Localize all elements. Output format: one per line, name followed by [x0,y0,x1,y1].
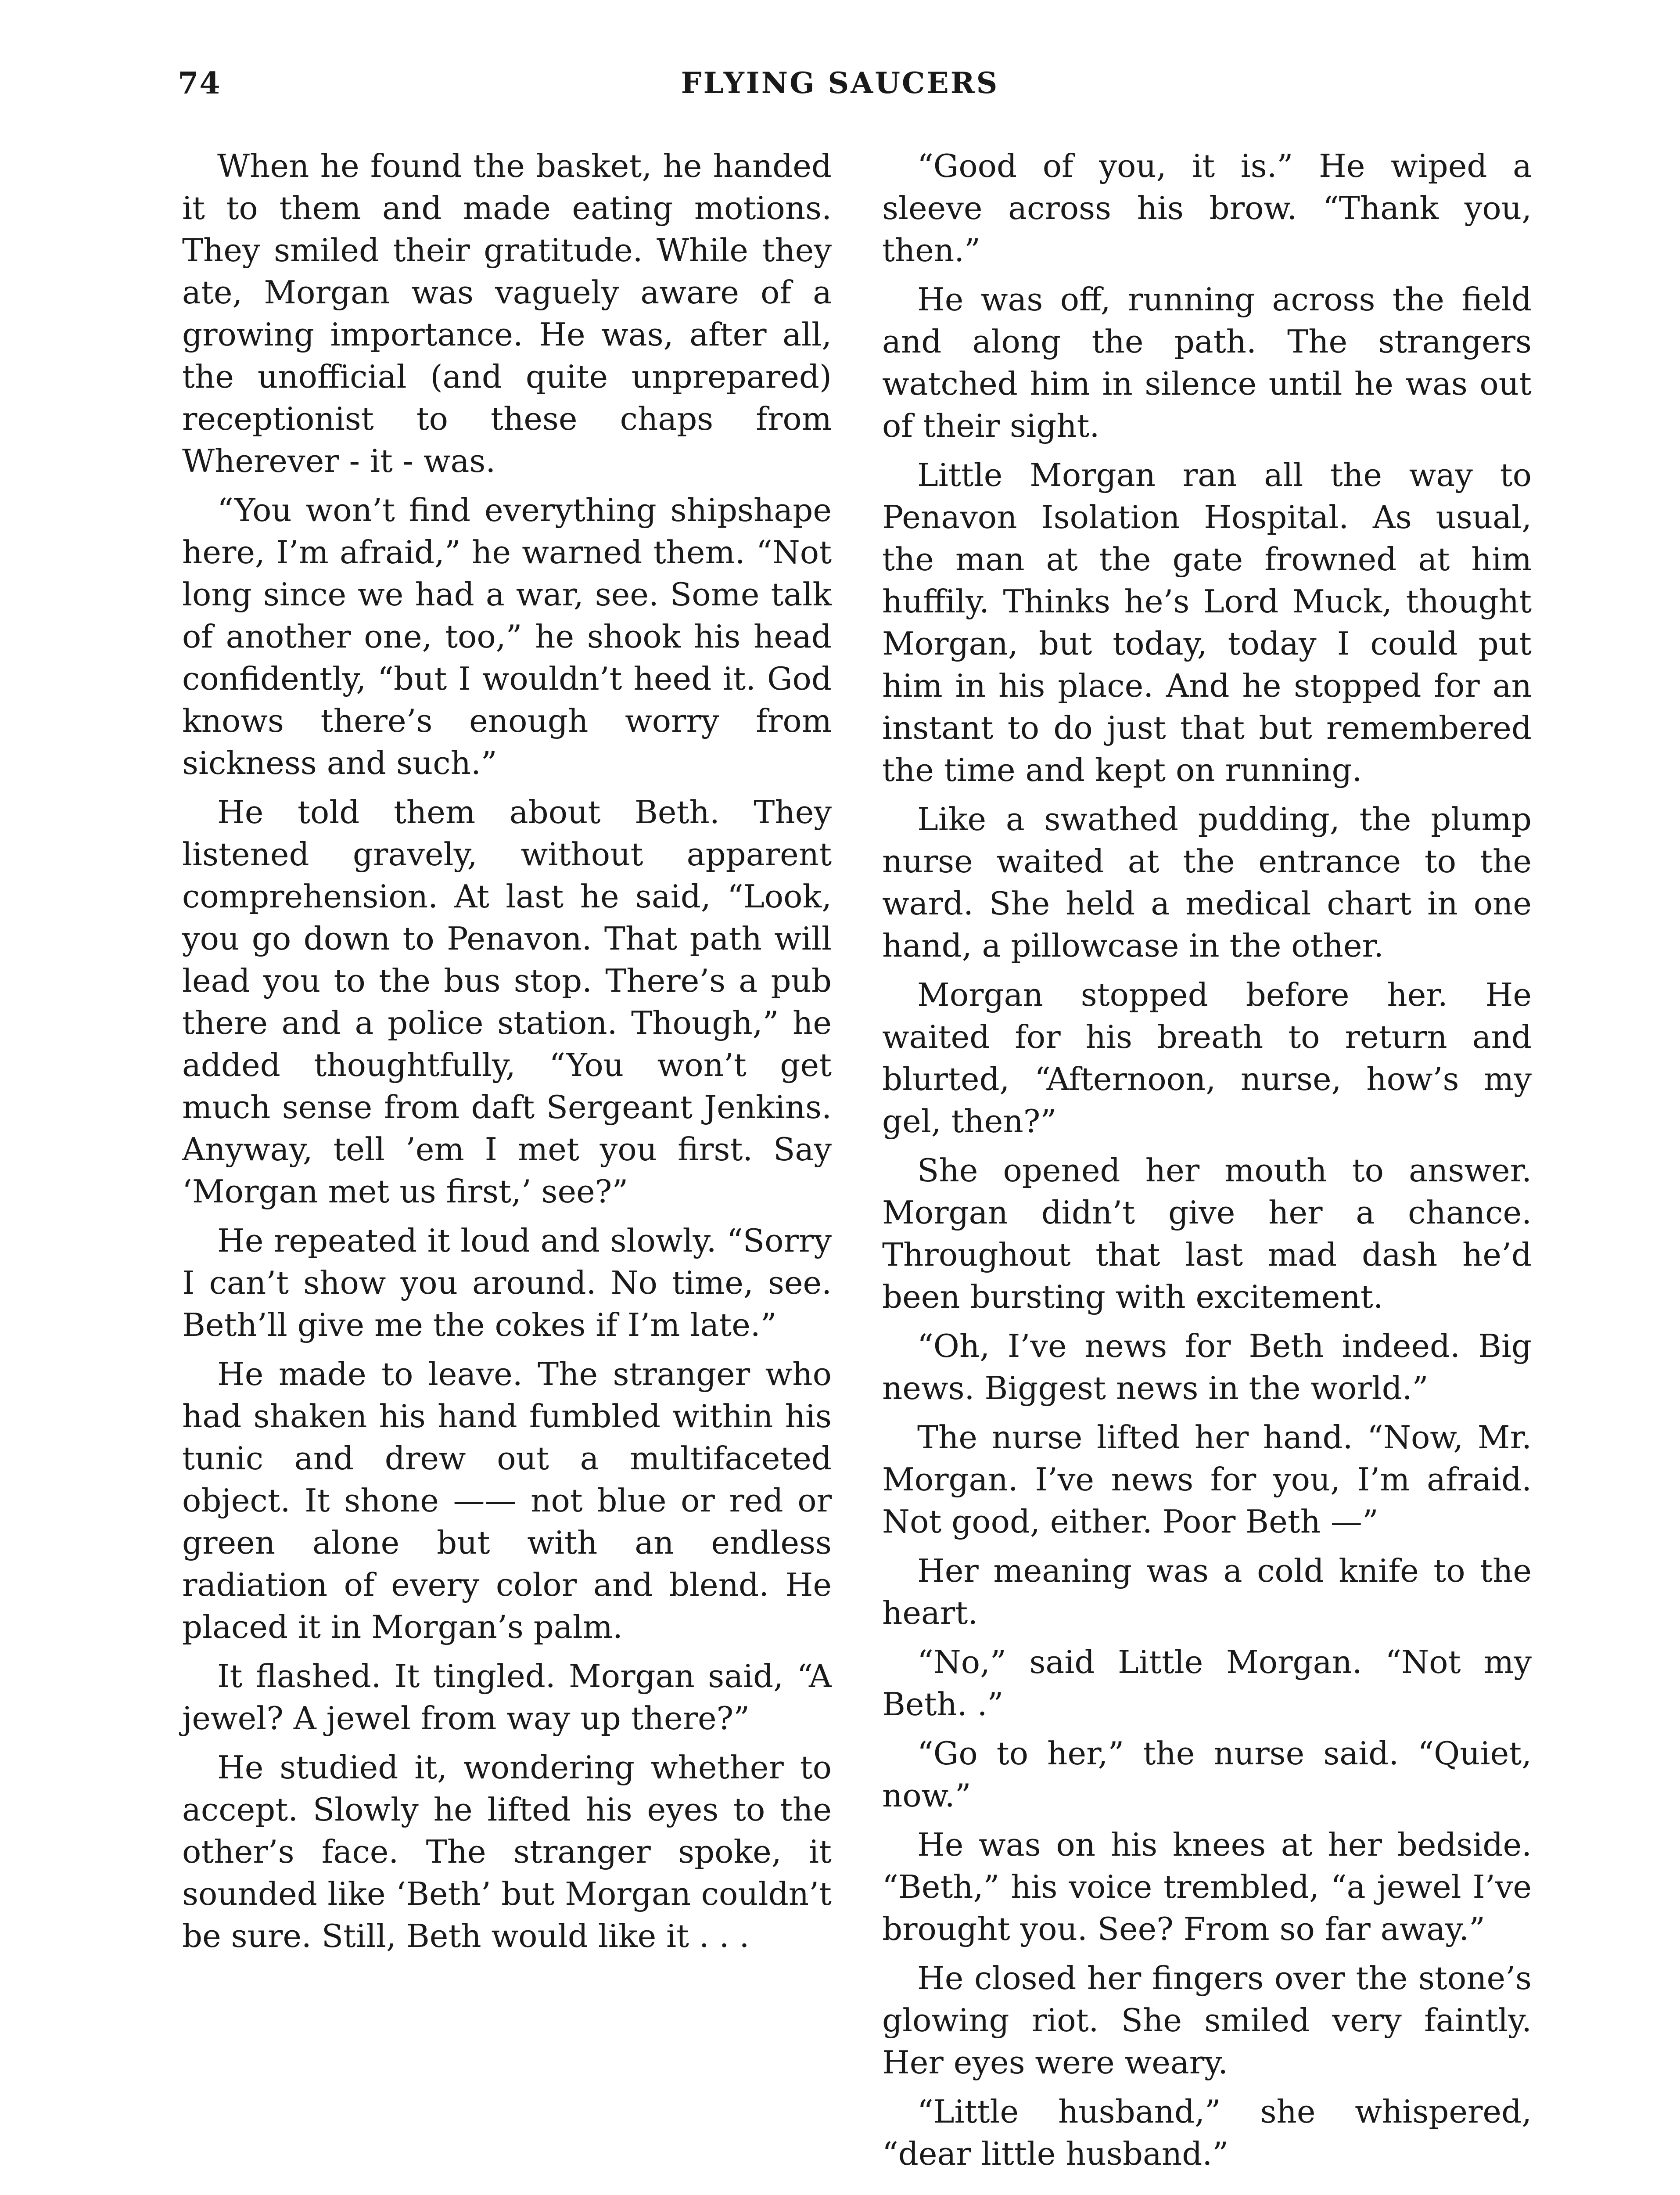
paragraph: “Good of you, it is.” He wiped a sleeve across his brow. “Thank you, then.” [882,148,1532,269]
paragraph: He made to leave. The stranger who had shaken his hand fumbled within his tunic and drew out a multifaceted object. It shone —— not blue or red or green alone but with an endless radiation of every color and blend. He placed it in Morgan’s palm. [182,1356,832,1645]
paragraph: He told them about Beth. They listened gravely, without apparent comprehension. At last he said, “Look, you go down to Penavon. That path will lead you to the bus stop. There’s a pub there and a police station. Though,” he added thoughtfully, “You won’t get much sense from daft Sergeant Jenkins. Anyway, tell ’em I met you first. Say ‘Morgan met us first,’ see?” [182,794,832,1210]
right-column [882,145,1532,2182]
paragraph: “Little husband,” she whispered, “dear little husband.” [882,2093,1532,2172]
paragraph: He was on his knees at her bedside. “Beth,” his voice trembled, “a jewel I’ve brought you. See? From so far away.” [882,1826,1532,1947]
paragraph: “Go to her,” the nurse said. “Quiet, now.” [882,1735,1532,1814]
paragraph: He was off, running across the field and along the path. The strangers watched him in silence until he was out of their sight. [882,281,1532,444]
paragraph: He repeated it loud and slowly. “Sorry I can’t show you around. No time, see. Beth’ll give me the cokes if I’m late.” [182,1222,832,1343]
paragraph: “No,” said Little Morgan. “Not my Beth. .” [882,1644,1532,1723]
paragraph: She opened her mouth to answer. Morgan didn’t give her a chance. Throughout that last mad dash he’d been bursting with excitement. [882,1152,1532,1315]
running-title: FLYING SAUCERS [681,66,999,100]
left-column [182,145,832,1964]
paragraph: Like a swathed pudding, the plump nurse waited at the entrance to the ward. She held a medical chart in one hand, a pillowcase in the other. [882,801,1532,964]
paragraph: Morgan stopped before her. He waited for his breath to return and blurted, “Afternoon, nurse, how’s my gel, then?” [882,976,1532,1140]
paragraph: It flashed. It tingled. Morgan said, “A jewel? A jewel from way up there?” [182,1658,832,1737]
paragraph: “You won’t find everything shipshape here, I’m afraid,” he warned them. “Not long since we had a war, see. Some talk of another one, too,” he shook his head confidently, “but I wouldn’t heed it. God knows there’s enough worry from sickness and such.” [182,492,832,781]
paragraph: When he found the basket, he handed it to them and made eating motions. They smiled their gratitude. While they ate, Morgan was vaguely aware of a growing importance. He was, after all, the unofficial (and quite unprepared) receptionist to these chaps from Wherever - it - was. [182,148,832,479]
paragraph: He closed her fingers over the stone’s glowing riot. She smiled very faintly. Her eyes were weary. [882,1960,1532,2081]
page-number: 74 [178,66,221,101]
paragraph: He studied it, wondering whether to accept. Slowly he lifted his eyes to the other’s face. The stranger spoke, it sounded like ‘Beth’ but Morgan couldn’t be sure. Still, Beth would like it . . . [182,1749,832,1954]
paragraph: “Oh, I’ve news for Beth indeed. Big news. Biggest news in the world.” [882,1328,1532,1407]
paragraph: The nurse lifted her hand. “Now, Mr. Morgan. I’ve news for you, I’m afraid. Not good, either. Poor Beth —” [882,1419,1532,1540]
paragraph: Little Morgan ran all the way to Penavon Isolation Hospital. As usual, the man at the gate frowned at him huffily. Thinks he’s Lord Muck, thought Morgan, but today, today I could put him in his place. And he stopped for an instant to do just that but remembered the time and kept on running. [882,457,1532,788]
paragraph: Her meaning was a cold knife to the heart. [882,1552,1532,1631]
